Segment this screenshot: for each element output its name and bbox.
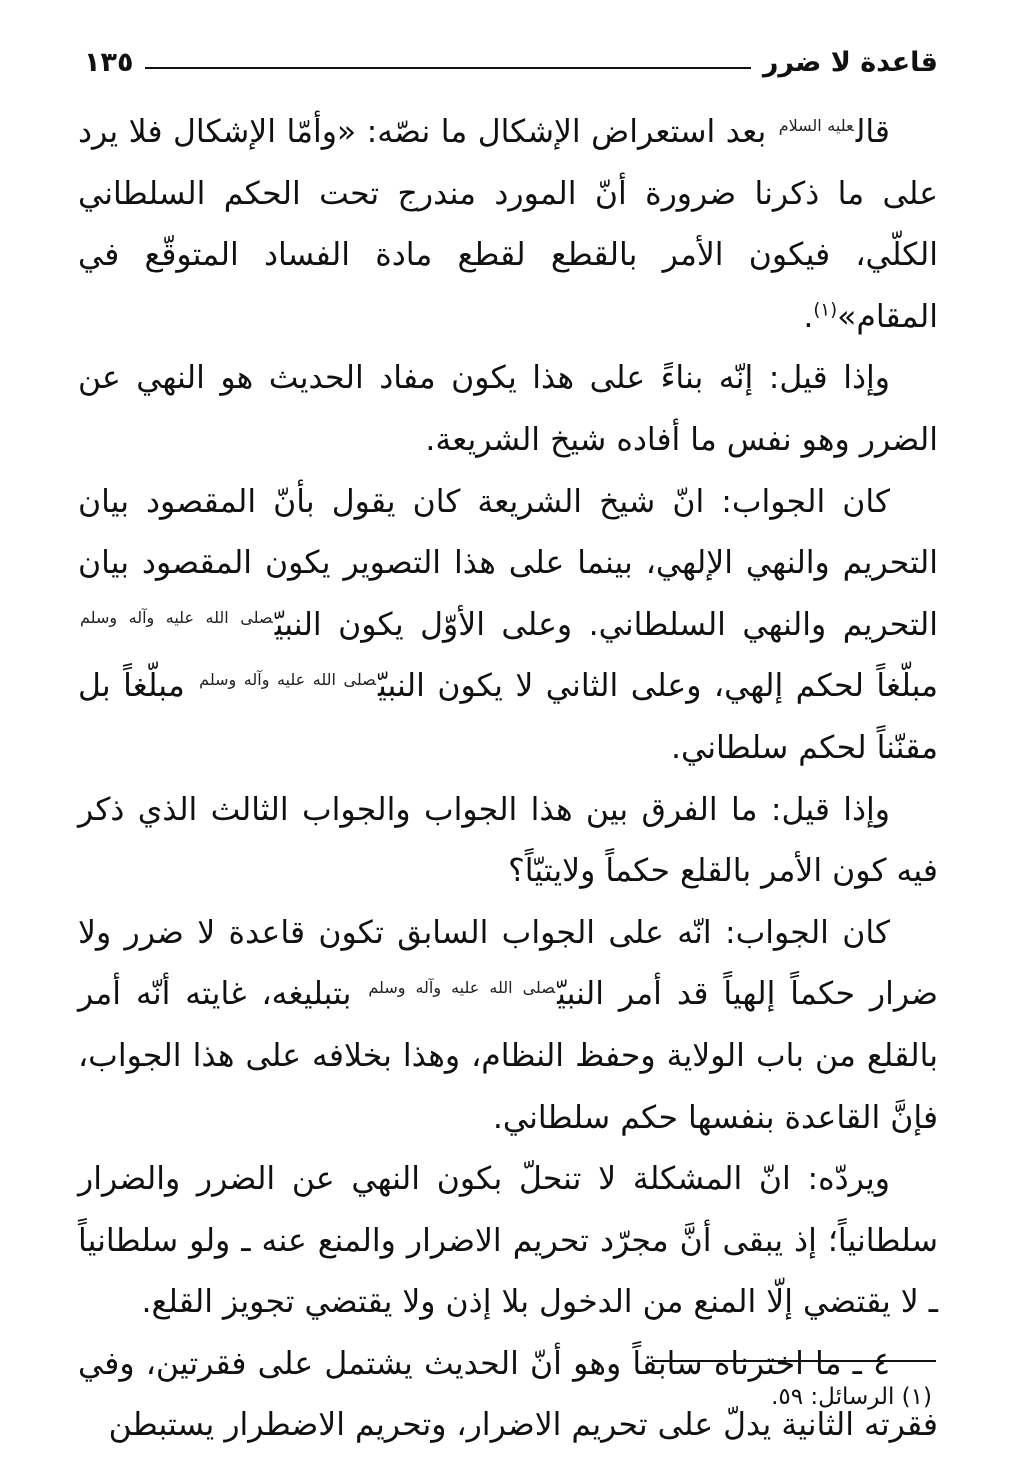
paragraph-3-b: مبلّغاً لحكم إلهي، وعلى الثاني لا يكون النبيّ bbox=[378, 668, 939, 705]
footnote: (١) الرسائل: ٥٩. bbox=[771, 1384, 932, 1410]
running-header-title: قاعدة لا ضرر bbox=[762, 46, 938, 78]
page-number: ١٣٥ bbox=[84, 46, 134, 78]
paragraph-5-a: كان الجواب: انّه على الجواب السابق تكون قاعدة لا ضرر ولا ضرار حكماً إلهياً قد أمر النبيّ bbox=[78, 914, 938, 1013]
paragraph-1 bbox=[78, 102, 938, 348]
header-rule bbox=[145, 67, 750, 69]
paragraph-3-c: مبلّغاً بل مقنّناً لحكم سلطاني. bbox=[78, 668, 938, 766]
footnote-reference: (١) bbox=[813, 299, 838, 321]
paragraph-7: ٤ ـ ما اخترناه سابقاً وهو أنّ الحديث يشتمل على فقرتين، وفي فقرته الثانية يدلّ على تحريم الاضرار، وتحريم الاضطرار يستبطن bbox=[78, 1345, 938, 1444]
paragraph-4: وإذا قيل: ما الفرق بين هذا الجواب والجواب الثالث الذي ذكر فيه كون الأمر بالقلع حكماً ولايتيّاً؟ bbox=[78, 791, 938, 890]
paragraph-5 bbox=[78, 903, 938, 1149]
sallallah-symbol: صلى الله عليه وآله وسلم bbox=[199, 669, 376, 689]
paragraph-1-a: قال bbox=[855, 114, 890, 150]
sallallah-symbol: صلى الله عليه وآله وسلم bbox=[368, 977, 556, 997]
sallallah-symbol: صلى الله عليه وآله وسلم bbox=[80, 608, 273, 628]
alayhi-salam-symbol: عليه السلام bbox=[778, 115, 854, 135]
paragraph-3 bbox=[78, 472, 938, 780]
paragraph-1-b: بعد استعراض الإشكال ما نصّه: «وأمّا الإشكال فلا يرد على ما ذكرنا ضرورة أنّ المورد مندرج تحت الحكم السلطاني الكلّي، فيكون الأمر بالقطع لقطع مادة الفساد المتوقّع في المقام» bbox=[78, 114, 938, 335]
paragraph-2: وإذا قيل: إنّه بناءً على هذا يكون مفاد الحديث هو النهي عن الضرر وهو نفس ما أفاده شيخ الشريعة. bbox=[78, 360, 938, 458]
footnote-rule bbox=[652, 1360, 936, 1362]
running-header bbox=[84, 40, 938, 84]
paragraph-3-a: كان الجواب: انّ شيخ الشريعة كان يقول بأنّ المقصود بيان التحريم والنهي الإلهي، بينما على هذا التصوير يكون المقصود بيان التحريم والنهي السلطاني. وعلى الأوّل يكون النبيّ bbox=[78, 483, 938, 643]
paragraph-1-end: . bbox=[803, 298, 814, 335]
paragraph-5-b: بتبليغه، غايته أنّه أمر بالقلع من باب الولاية وحفظ النظام، وهذا بخلافه على هذا الجواب، فإنَّ القاعدة بنفسها حكم سلطاني. bbox=[78, 976, 938, 1136]
body-text bbox=[78, 102, 938, 1457]
paragraph-6: ويردّه: انّ المشكلة لا تنحلّ بكون النهي عن الضرر والضرار سلطانياً؛ إذ يبقى أنَّ مجرّد تحريم الاضرار والمنع عنه ـ ولو سلطانياً ـ لا يقتضي إلّا المنع من الدخول بلا إذن ولا يقتضي تجويز القلع. bbox=[78, 1161, 938, 1321]
